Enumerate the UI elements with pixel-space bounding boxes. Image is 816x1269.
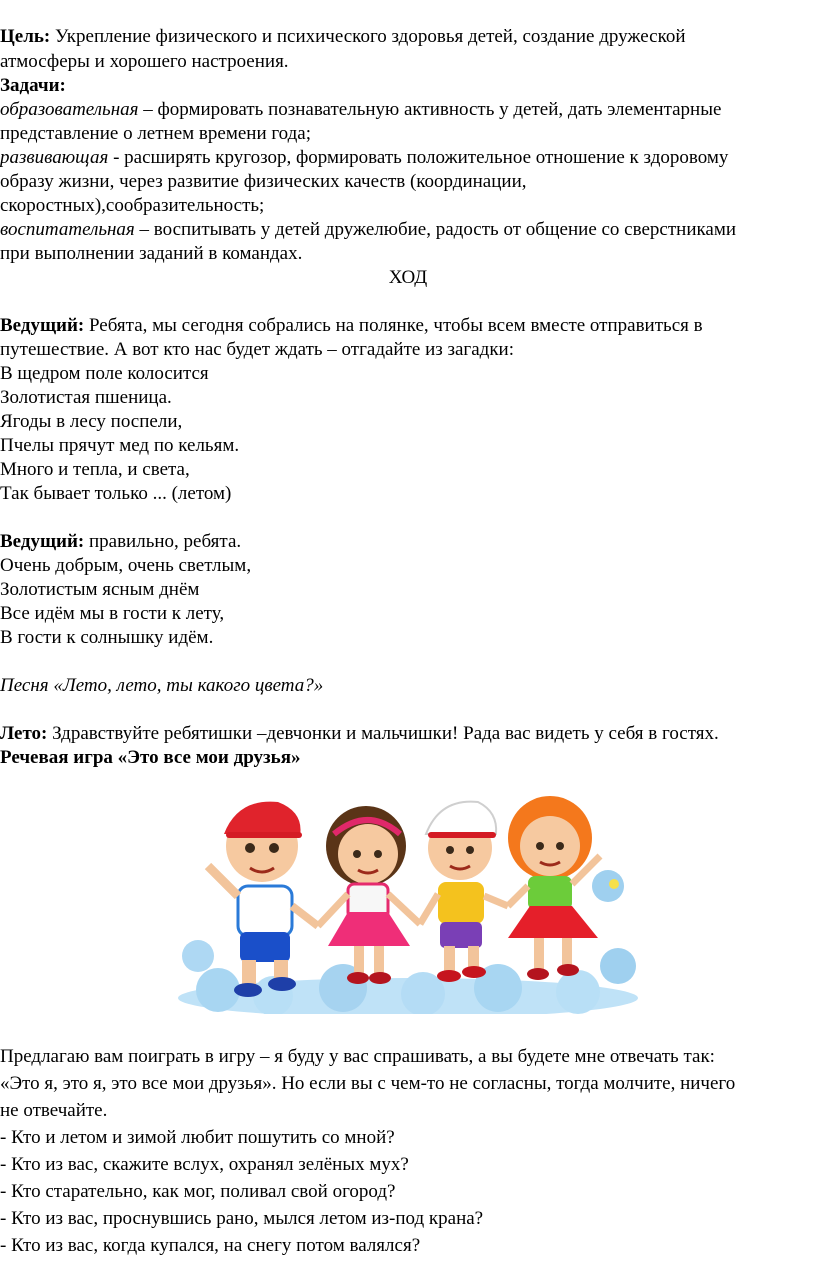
game-intro-line: не отвечайте. [0,1100,108,1121]
riddle-line: В щедром поле колосится [0,363,209,384]
question-line: - Кто старательно, как мог, поливал свой огород? [0,1181,396,1202]
task-text: – формировать познавательную активность у детей, дать элементарные [138,99,722,120]
host-text-cont: путешествие. А вот кто нас будет ждать – отгадайте из загадки: [0,339,515,360]
task-text-cont: скоростных),сообразительность; [0,195,265,216]
host-line [0,530,241,554]
game-intro-line: Предлагаю вам поиграть в игру – я буду у вас спрашивать, а вы будете мне отвечать так: [0,1046,715,1067]
riddle-line: Много и тепла, и света, [0,459,190,480]
summer-line [0,722,719,746]
goal-line [0,25,686,49]
task-text: - расширять кругозор, формировать положительное отношение к здоровому [108,147,729,168]
question-line: - Кто из вас, когда купался, на снегу потом валялся? [0,1235,421,1256]
task-text-cont: представление о летнем времени года; [0,123,312,144]
question-line: - Кто из вас, скажите вслух, охранял зелёных мух? [0,1154,409,1175]
boy-red-cap [208,802,318,997]
girl-red-skirt [508,796,600,980]
summer-label: Лето: [0,723,48,744]
verse-line: Все идём мы в гости к лету, [0,603,225,624]
song-title: Песня «Лето, лето, ты какого цвета?» [0,675,324,696]
task-term: образовательная [0,99,139,120]
riddle-line: Так бывает только ... (летом) [0,483,232,504]
host-label: Ведущий: [0,531,85,552]
task-text-cont: образу жизни, через развитие физических качеств (координации, [0,171,527,192]
summer-text: Здравствуйте ребятишки –девчонки и мальчишки! Рада вас видеть у себя в гостях. [47,723,719,744]
task-term: воспитательная [0,219,135,240]
riddle-line: Золотистая пшеница. [0,387,172,408]
host-text: правильно, ребята. [84,531,242,552]
riddle-line: Пчелы прячут мед по кельям. [0,435,240,456]
boy-white-cap [420,802,508,982]
question-line: - Кто из вас, проснувшись рано, мылся летом из-под крана? [0,1208,484,1229]
section-heading: ХОД [388,267,428,288]
verse-line: Золотистым ясным днём [0,579,200,600]
verse-line: Очень добрым, очень светлым, [0,555,252,576]
game-intro-line: «Это я, это я, это все мои друзья». Но если вы с чем-то не согласны, тогда молчите, ничего [0,1073,736,1094]
children-illustration [178,776,638,1014]
task-term: развивающая [0,147,109,168]
goal-text-cont: атмосферы и хорошего настроения. [0,51,289,72]
question-line: - Кто и летом и зимой любит пошутить со мной? [0,1127,395,1148]
verse-line: В гости к солнышку идём. [0,627,214,648]
host-text: Ребята, мы сегодня собрались на полянке, чтобы всем вместе отправиться в [84,315,703,336]
goal-text: Укрепление физического и психического здоровья детей, создание дружеской [50,26,686,47]
tasks-label: Задачи: [0,75,66,96]
game-title: Речевая игра «Это все мои друзья» [0,747,301,768]
task-text-cont: при выполнении заданий в командах. [0,243,303,264]
host-line [0,314,703,338]
girl-pink-skirt [318,806,420,984]
host-label: Ведущий: [0,315,85,336]
task-educational [0,98,721,122]
task-text: – воспитывать у детей дружелюбие, радость от общение со сверстниками [134,219,737,240]
task-upbringing [0,218,736,242]
task-developing [0,146,728,170]
riddle-line: Ягоды в лесу поспели, [0,411,183,432]
goal-label: Цель: [0,26,51,47]
